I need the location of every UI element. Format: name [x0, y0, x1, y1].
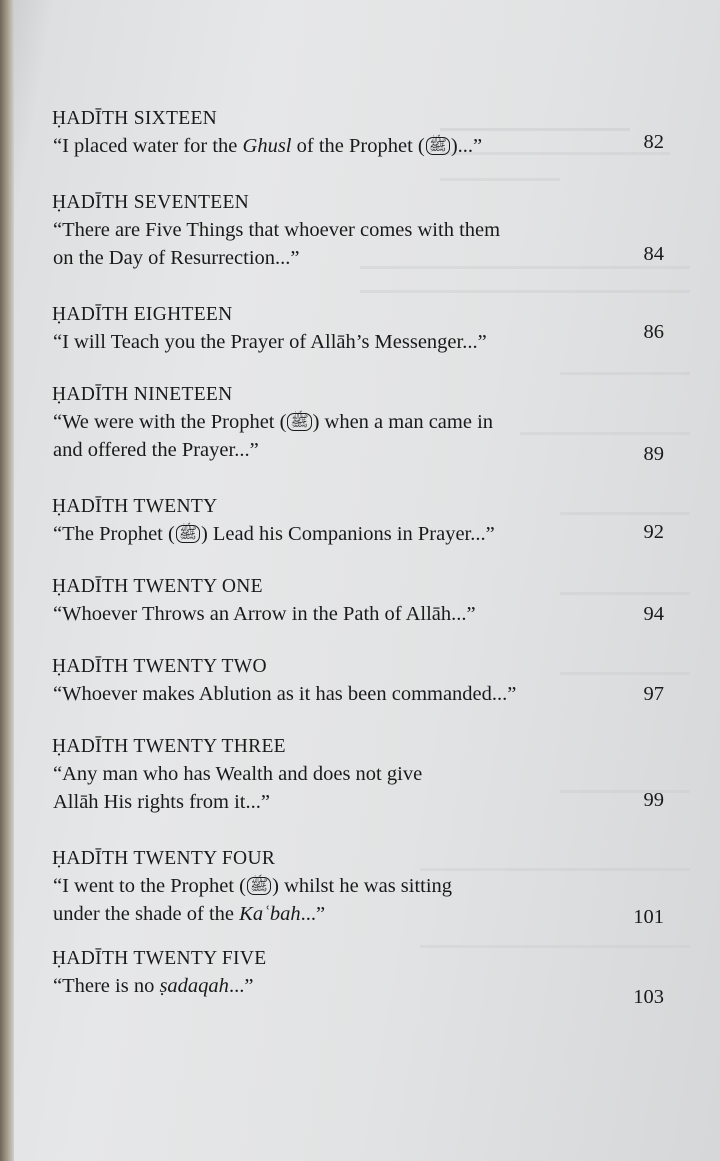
salawat-glyph-icon — [176, 525, 200, 543]
quote-text: and offered the Prayer...” — [53, 439, 259, 461]
entry-heading: ḤADĪTH NINETEEN — [52, 384, 233, 405]
toc-entry[interactable] — [52, 302, 664, 356]
quote-text: “Whoever Throws an Arrow in the Path of Allāh...” — [53, 603, 476, 625]
quote-text: ) whilst he was sitting — [272, 875, 453, 897]
quote-text: “There are Five Things that whoever comes with them — [53, 219, 501, 241]
toc-entry[interactable] — [52, 846, 664, 928]
quote-text: ) Lead his Companions in Prayer...” — [200, 523, 495, 545]
salawat-glyph-icon — [247, 877, 271, 895]
entry-quote-line — [52, 788, 664, 816]
entry-quote-line — [52, 872, 664, 900]
quote-text: “The Prophet ( — [53, 523, 175, 545]
quote-text: Allāh His rights from it...” — [53, 791, 270, 813]
quote-text: under the shade of the — [53, 903, 240, 925]
quote-text: “We were with the Prophet ( — [53, 411, 287, 433]
entry-heading: ḤADĪTH TWENTY ONE — [52, 576, 263, 597]
quote-text: )...” — [450, 135, 483, 157]
page-number: 92 — [643, 521, 664, 543]
quote-text: of the Prophet ( — [291, 135, 425, 157]
toc-entry[interactable] — [52, 946, 664, 1008]
entry-quote-line — [52, 600, 664, 628]
toc-entry[interactable] — [52, 654, 664, 708]
page-number: 99 — [643, 789, 664, 811]
quote-text: “I will Teach you the Prayer of Allāh’s Messenger...” — [53, 331, 487, 353]
entry-heading: ḤADĪTH TWENTY TWO — [52, 656, 267, 677]
page-number: 101 — [633, 906, 664, 928]
toc-entry[interactable] — [52, 574, 664, 628]
toc-entry[interactable] — [52, 382, 664, 464]
quote-text: ...” — [228, 975, 254, 997]
page-number: 94 — [643, 603, 664, 625]
entry-heading: ḤADĪTH TWENTY THREE — [52, 736, 286, 757]
entry-quote-line — [52, 328, 664, 356]
salawat-glyph-icon — [287, 413, 311, 431]
toc-entry[interactable] — [52, 734, 664, 816]
quote-text: “Any man who has Wealth and does not give — [53, 763, 423, 785]
italic-term: Kaʿbah — [239, 903, 301, 925]
entry-quote-line — [52, 520, 664, 548]
entry-quote-line — [52, 132, 664, 160]
quote-text: “Whoever makes Ablution as it has been commanded...” — [53, 683, 517, 705]
entry-heading: ḤADĪTH SIXTEEN — [52, 108, 218, 129]
page-number: 97 — [643, 683, 664, 705]
italic-term: ṣadaqah — [159, 975, 229, 997]
entry-quote-line — [52, 760, 664, 788]
entry-quote-line — [52, 244, 664, 272]
page-number: 86 — [643, 321, 664, 343]
entry-quote-line — [52, 408, 664, 436]
quote-text: “I went to the Prophet ( — [53, 875, 246, 897]
page-number: 89 — [643, 443, 664, 465]
entry-heading: ḤADĪTH TWENTY FOUR — [52, 848, 276, 869]
italic-term: Ghusl — [242, 135, 292, 157]
entry-quote-line — [52, 900, 664, 928]
page-number: 103 — [633, 986, 664, 1008]
entry-quote-line — [52, 216, 664, 244]
page-number: 84 — [643, 243, 664, 265]
quote-text: ) when a man came in — [312, 411, 494, 433]
toc-entry[interactable] — [52, 190, 664, 272]
toc-entry[interactable] — [52, 106, 664, 160]
entry-quote-line — [52, 680, 664, 708]
entry-heading: ḤADĪTH TWENTY — [52, 496, 218, 517]
entry-heading: ḤADĪTH TWENTY FIVE — [52, 948, 267, 969]
toc-entry[interactable] — [52, 494, 664, 548]
page-number: 82 — [643, 131, 664, 153]
quote-text: “I placed water for the — [53, 135, 243, 157]
entry-quote-line — [52, 436, 664, 464]
entry-quote-line — [52, 972, 664, 1000]
entry-heading: ḤADĪTH EIGHTEEN — [52, 304, 233, 325]
entry-heading: ḤADĪTH SEVENTEEN — [52, 192, 250, 213]
quote-text: ...” — [300, 903, 326, 925]
quote-text: “There is no — [53, 975, 160, 997]
quote-text: on the Day of Resurrection...” — [53, 247, 300, 269]
salawat-glyph-icon — [426, 137, 450, 155]
